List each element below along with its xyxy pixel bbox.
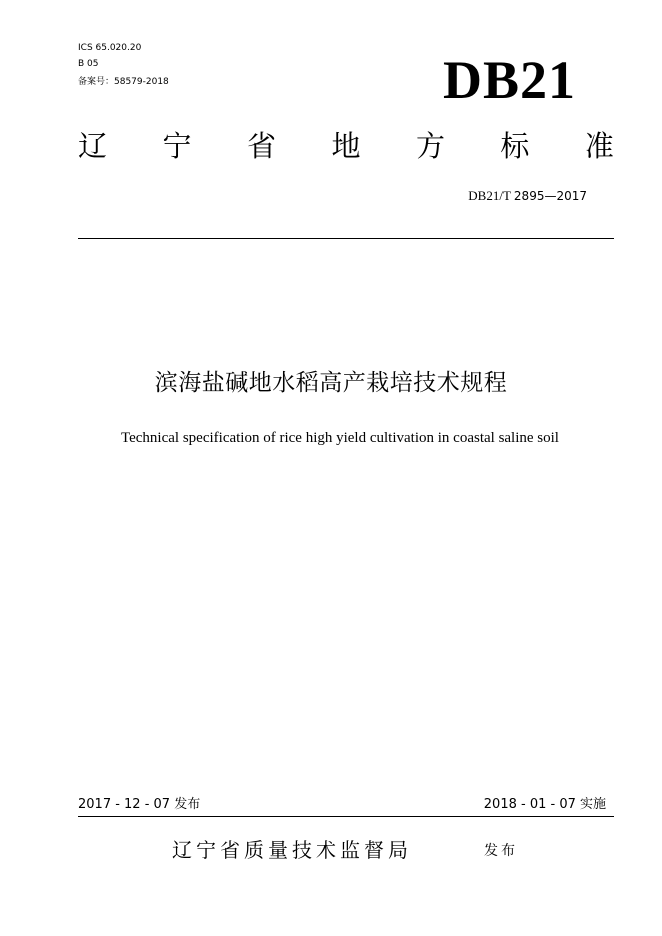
document-title-chinese: 滨海盐碱地水稻高产栽培技术规程 [154, 370, 508, 396]
standard-type-title [78, 128, 614, 164]
standard-logo: DB21 [442, 50, 576, 110]
standard-number [468, 187, 587, 205]
ics-code: ICS 65.020.20 [78, 43, 142, 53]
title-char: 标 [500, 129, 530, 163]
classification-code: B 05 [78, 59, 99, 69]
title-char: 宁 [162, 129, 192, 163]
issuing-authority: 辽宁省质量技术监督局 [172, 838, 412, 862]
top-divider [78, 238, 614, 239]
issue-action: 发布 [484, 843, 518, 859]
record-number: 备案号：58579-2018 [78, 77, 169, 87]
issue-date: 2017 - 12 - 07 发布 [78, 797, 201, 812]
title-char: 辽 [78, 129, 108, 163]
effective-date: 2018 - 01 - 07 实施 [483, 797, 606, 812]
bottom-divider [78, 816, 614, 817]
document-title-english: Technical specification of rice high yield cultivation in coastal saline soil [121, 430, 559, 446]
title-char: 地 [331, 129, 361, 163]
standard-number-value: 2895—2017 [513, 189, 587, 203]
title-char: 省 [246, 129, 276, 163]
title-char: 准 [584, 129, 614, 163]
standard-number-prefix: DB21/T [468, 188, 511, 203]
title-char: 方 [415, 129, 445, 163]
